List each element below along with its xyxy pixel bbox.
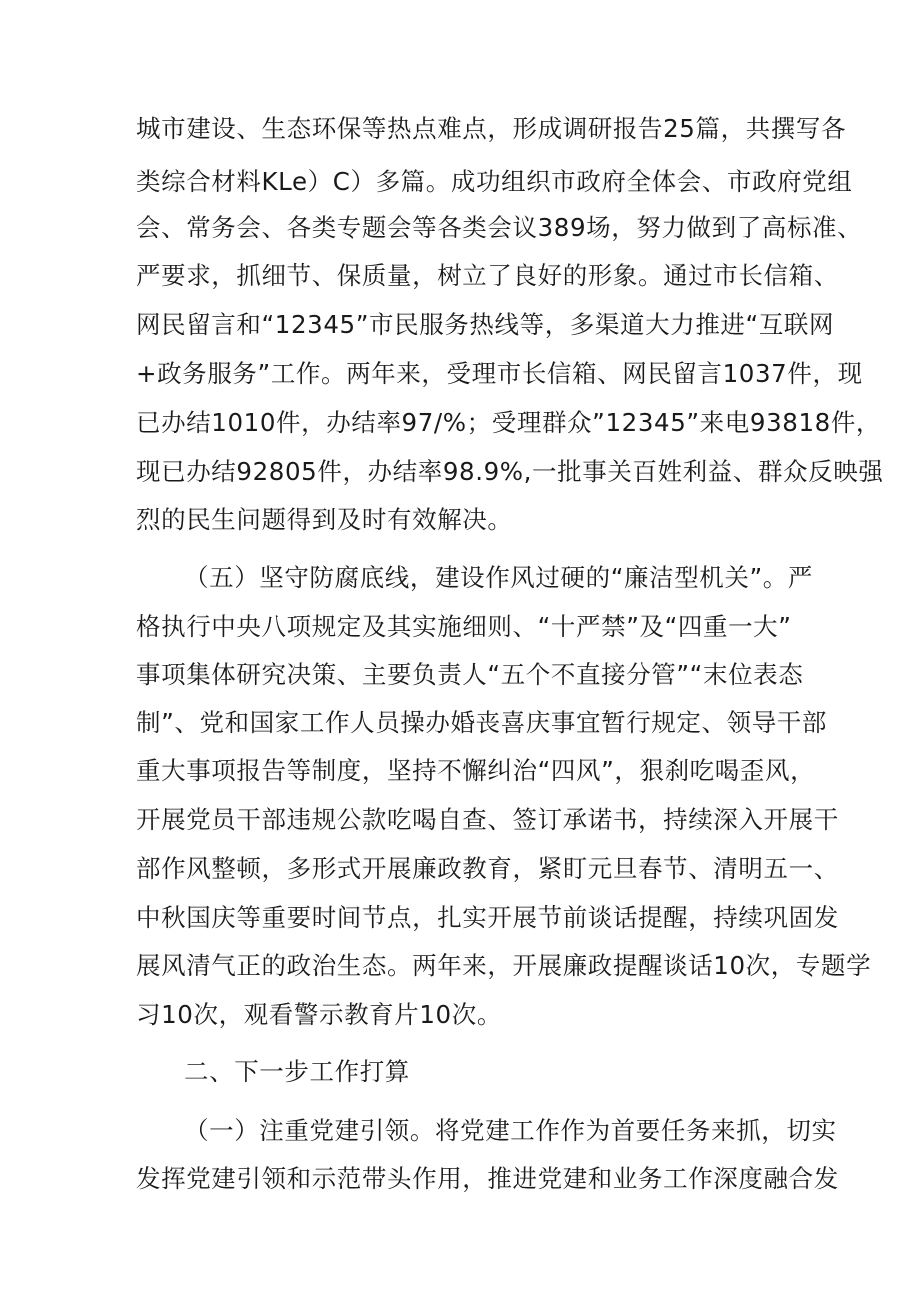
paragraph-line: 城市建设、生态环保等热点难点，形成调研报告25篇，共撰写各 [136,114,847,143]
paragraph-line: 已办结1010件，办结率97/%；受理群众”12345”来电93818件， [136,408,882,437]
paragraph-line: +政务服务”工作。两年来，受理市长信箱、网民留言1037件，现 [136,359,863,388]
paragraph-line: 中秋国庆等重要时间节点，扎实开展节前谈话提醒，持续巩固发 [136,903,839,932]
paragraph-line: （一）注重党建引领。将党建工作作为首要任务来抓，切实 [184,1116,837,1145]
section-heading: 二、下一步工作打算 [184,1057,410,1086]
paragraph-line: 发挥党建引领和示范带头作用，推进党建和业务工作深度融合发 [136,1164,839,1193]
paragraph-line: 严要求，抓细节、保质量，树立了良好的形象。通过市长信箱、 [136,261,839,290]
paragraph-line: 格执行中央八项规定及其实施细则、“十严禁”及“四重一大” [136,612,792,641]
paragraph-line: 会、常务会、各类专题会等各类会议389场，努力做到了高标准、 [136,213,863,242]
paragraph-line: 类综合材料KLe）C）多篇。成功组织市政府全体会、市政府党组 [136,167,853,196]
paragraph-line: 事项集体研究决策、主要负责人“五个不直接分管”“末位表态 [136,660,804,689]
paragraph-line: 开展党员干部违规公款吃喝自查、签订承诺书，持续深入开展干 [136,805,839,834]
paragraph-line: 展风清气正的政治生态。两年来，开展廉政提醒谈话10次，专题学 [136,951,872,980]
paragraph-line: 网民留言和“12345”市民服务热线等，多渠道大力推进“互联网 [136,310,835,339]
paragraph-line: 现已办结92805件，办结率98.9%,一批事关百姓利益、群众反映强 [136,457,884,486]
paragraph-line: 部作风整顿，多形式开展廉政教育，紧盯元旦春节、清明五一、 [136,854,839,883]
paragraph-line: 烈的民生问题得到及时有效解决。 [136,505,513,534]
paragraph-line: （五）坚守防腐底线，建设作风过硬的“廉洁型机关”。严 [184,563,813,592]
paragraph-line: 制”、党和国家工作人员操办婚丧喜庆事宜暂行规定、领导干部 [136,708,827,737]
paragraph-line: 重大事项报告等制度，坚持不懈纠治“四风”，狠刹吃喝歪风， [136,756,816,785]
paragraph-line: 习10次，观看警示教育片10次。 [136,1000,502,1029]
